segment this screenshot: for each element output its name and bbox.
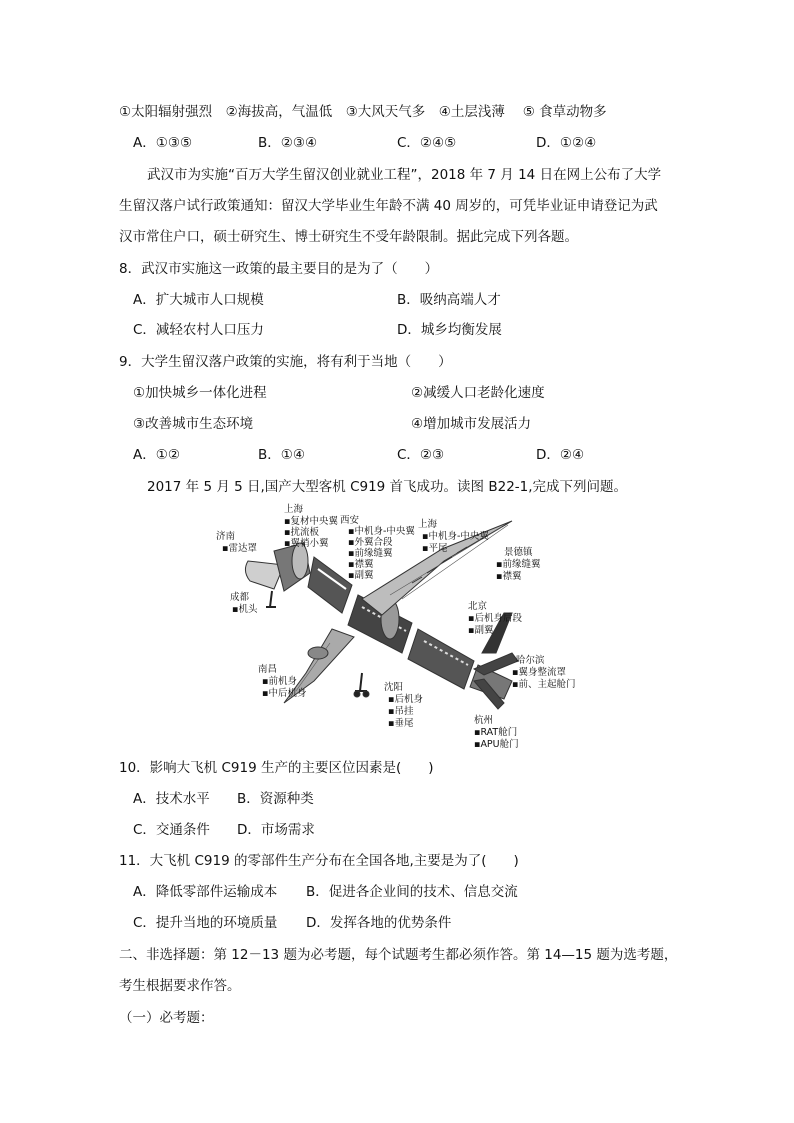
label-hangzhou (474, 714, 519, 750)
svg-text:上海: 上海 (284, 504, 304, 515)
section2-line-2: 考生根据要求作答。 (119, 978, 241, 994)
q7-option-a[interactable]: A．①③⑤ (133, 135, 193, 151)
svg-text:西安: 西安 (340, 515, 360, 526)
svg-text:▪雷达罩: ▪雷达罩 (222, 543, 257, 554)
rear-fuselage-part (408, 629, 474, 689)
svg-text:▪副翼: ▪副翼 (348, 570, 374, 581)
q9-option-b[interactable]: B．①④ (258, 447, 305, 463)
svg-text:哈尔滨: 哈尔滨 (516, 655, 545, 666)
svg-text:▪吊挂: ▪吊挂 (388, 706, 414, 717)
svg-text:▪前、主起舱门: ▪前、主起舱门 (512, 679, 576, 690)
passage-line-3: 汉市常住户口，硕士研究生、博士研究生不受年龄限制。据此完成下列各题。 (119, 229, 578, 245)
svg-text:▪襟翼: ▪襟翼 (496, 571, 522, 582)
svg-text:▪前缘缝翼: ▪前缘缝翼 (496, 559, 541, 570)
q9-item-2: ②减缓人口老龄化速度 (411, 385, 545, 401)
label-shenyang (384, 681, 423, 729)
c919-exploded-figure (212, 503, 592, 751)
svg-text:杭州: 杭州 (474, 715, 494, 726)
label-harbin (512, 654, 575, 690)
svg-text:上海: 上海 (418, 519, 438, 530)
svg-text:成都: 成都 (230, 592, 250, 603)
label-shanghai-1 (284, 503, 338, 549)
svg-text:▪机头: ▪机头 (232, 604, 258, 615)
svg-text:▪副翼: ▪副翼 (468, 625, 494, 636)
q9-item-3: ③改善城市生态环境 (133, 416, 254, 432)
svg-text:▪翼梢小翼: ▪翼梢小翼 (284, 538, 329, 549)
q8-option-b[interactable]: B．吸纳高端人才 (397, 292, 501, 308)
q11-option-a[interactable]: A．降低零部件运输成本 (133, 884, 278, 900)
q10-option-a[interactable]: A．技术水平 (133, 791, 210, 807)
svg-text:景德镇: 景德镇 (504, 547, 533, 558)
q10-stem: 10．影响大飞机 C919 生产的主要区位因素是( ) (119, 760, 434, 776)
figure-intro: 2017 年 5 月 5 日,国产大型客机 C919 首飞成功。读图 B22-1,完成下列问题。 (147, 479, 628, 495)
label-jingdezhen (496, 546, 541, 582)
svg-text:▪垂尾: ▪垂尾 (388, 718, 414, 729)
q7-option-b[interactable]: B．②③④ (258, 135, 318, 151)
svg-text:▪前缘缝翼: ▪前缘缝翼 (348, 548, 393, 559)
q8-option-c[interactable]: C．减轻农村人口压力 (133, 322, 264, 338)
svg-text:北京: 北京 (468, 601, 488, 612)
svg-text:▪外翼合段: ▪外翼合段 (348, 537, 393, 548)
q11-option-c[interactable]: C．提升当地的环境质量 (133, 915, 278, 931)
q9-option-a[interactable]: A．①② (133, 447, 180, 463)
q7-items: ①太阳辐射强烈 ②海拔高，气温低 ③大风天气多 ④土层浅薄 ⑤ 食草动物多 (119, 104, 607, 120)
engine-part (308, 647, 328, 659)
svg-text:南昌: 南昌 (258, 664, 278, 675)
svg-text:▪APU舱门: ▪APU舱门 (474, 739, 519, 750)
q11-option-b[interactable]: B．促进各企业间的技术、信息交流 (306, 884, 518, 900)
svg-text:▪襟翼: ▪襟翼 (348, 559, 374, 570)
label-jinan (216, 530, 257, 554)
passage-line-2: 生留汉落户试行政策通知：留汉大学毕业生年龄不满 40 周岁的，可凭毕业证申请登记为武 (119, 198, 658, 214)
forward-fuselage-part (308, 557, 352, 613)
q7-option-d[interactable]: D．①②④ (536, 135, 597, 151)
svg-text:▪扰流板: ▪扰流板 (284, 527, 319, 538)
q10-option-b[interactable]: B．资源种类 (237, 791, 314, 807)
q9-item-4: ④增加城市发展活力 (411, 416, 532, 432)
q7-option-c[interactable]: C．②④⑤ (397, 135, 457, 151)
q10-option-d[interactable]: D．市场需求 (237, 822, 315, 838)
svg-text:▪平尾: ▪平尾 (422, 543, 448, 554)
section2-subheading: （一）必考题： (119, 1010, 214, 1026)
svg-text:▪翼身整流罩: ▪翼身整流罩 (512, 667, 566, 678)
q11-option-d[interactable]: D．发挥各地的优势条件 (306, 915, 452, 931)
q8-option-d[interactable]: D．城乡均衡发展 (397, 322, 502, 338)
label-chengdu (230, 591, 258, 615)
svg-text:▪后机身: ▪后机身 (388, 694, 423, 705)
svg-text:▪前机身: ▪前机身 (262, 676, 297, 687)
nose-gear-part (266, 591, 276, 607)
section2-line-1: 二、非选择题：第 12－13 题为必考题，每个试题考生都必须作答。第 14—15 题为选考题， (119, 947, 678, 963)
svg-text:▪中机身-中央翼: ▪中机身-中央翼 (348, 526, 415, 537)
svg-text:济南: 济南 (216, 531, 236, 542)
svg-text:▪后机身后段: ▪后机身后段 (468, 613, 522, 624)
svg-text:▪中机身-中央翼: ▪中机身-中央翼 (422, 531, 489, 542)
q9-option-d[interactable]: D．②④ (536, 447, 585, 463)
q10-option-c[interactable]: C．交通条件 (133, 822, 210, 838)
svg-text:▪RAT舱门: ▪RAT舱门 (474, 727, 518, 738)
label-xian (340, 514, 415, 581)
q9-stem: 9．大学生留汉落户政策的实施，将有利于当地（ ） (119, 354, 452, 370)
q8-stem: 8．武汉市实施这一政策的最主要目的是为了（ ） (119, 261, 439, 277)
q9-item-1: ①加快城乡一体化进程 (133, 385, 267, 401)
main-gear-part (355, 673, 367, 691)
svg-text:▪复材中央翼: ▪复材中央翼 (284, 516, 338, 527)
passage-line-1: 武汉市为实施“百万大学生留汉创业就业工程”，2018 年 7 月 14 日在网上公布了大学 (147, 167, 662, 183)
q9-option-c[interactable]: C．②③ (397, 447, 445, 463)
q11-stem: 11．大飞机 C919 的零部件生产分布在全国各地,主要是为了( ) (119, 853, 519, 869)
svg-text:▪中后机身: ▪中后机身 (262, 688, 307, 699)
q8-option-a[interactable]: A．扩大城市人口规模 (133, 292, 264, 308)
svg-text:沈阳: 沈阳 (384, 682, 404, 693)
